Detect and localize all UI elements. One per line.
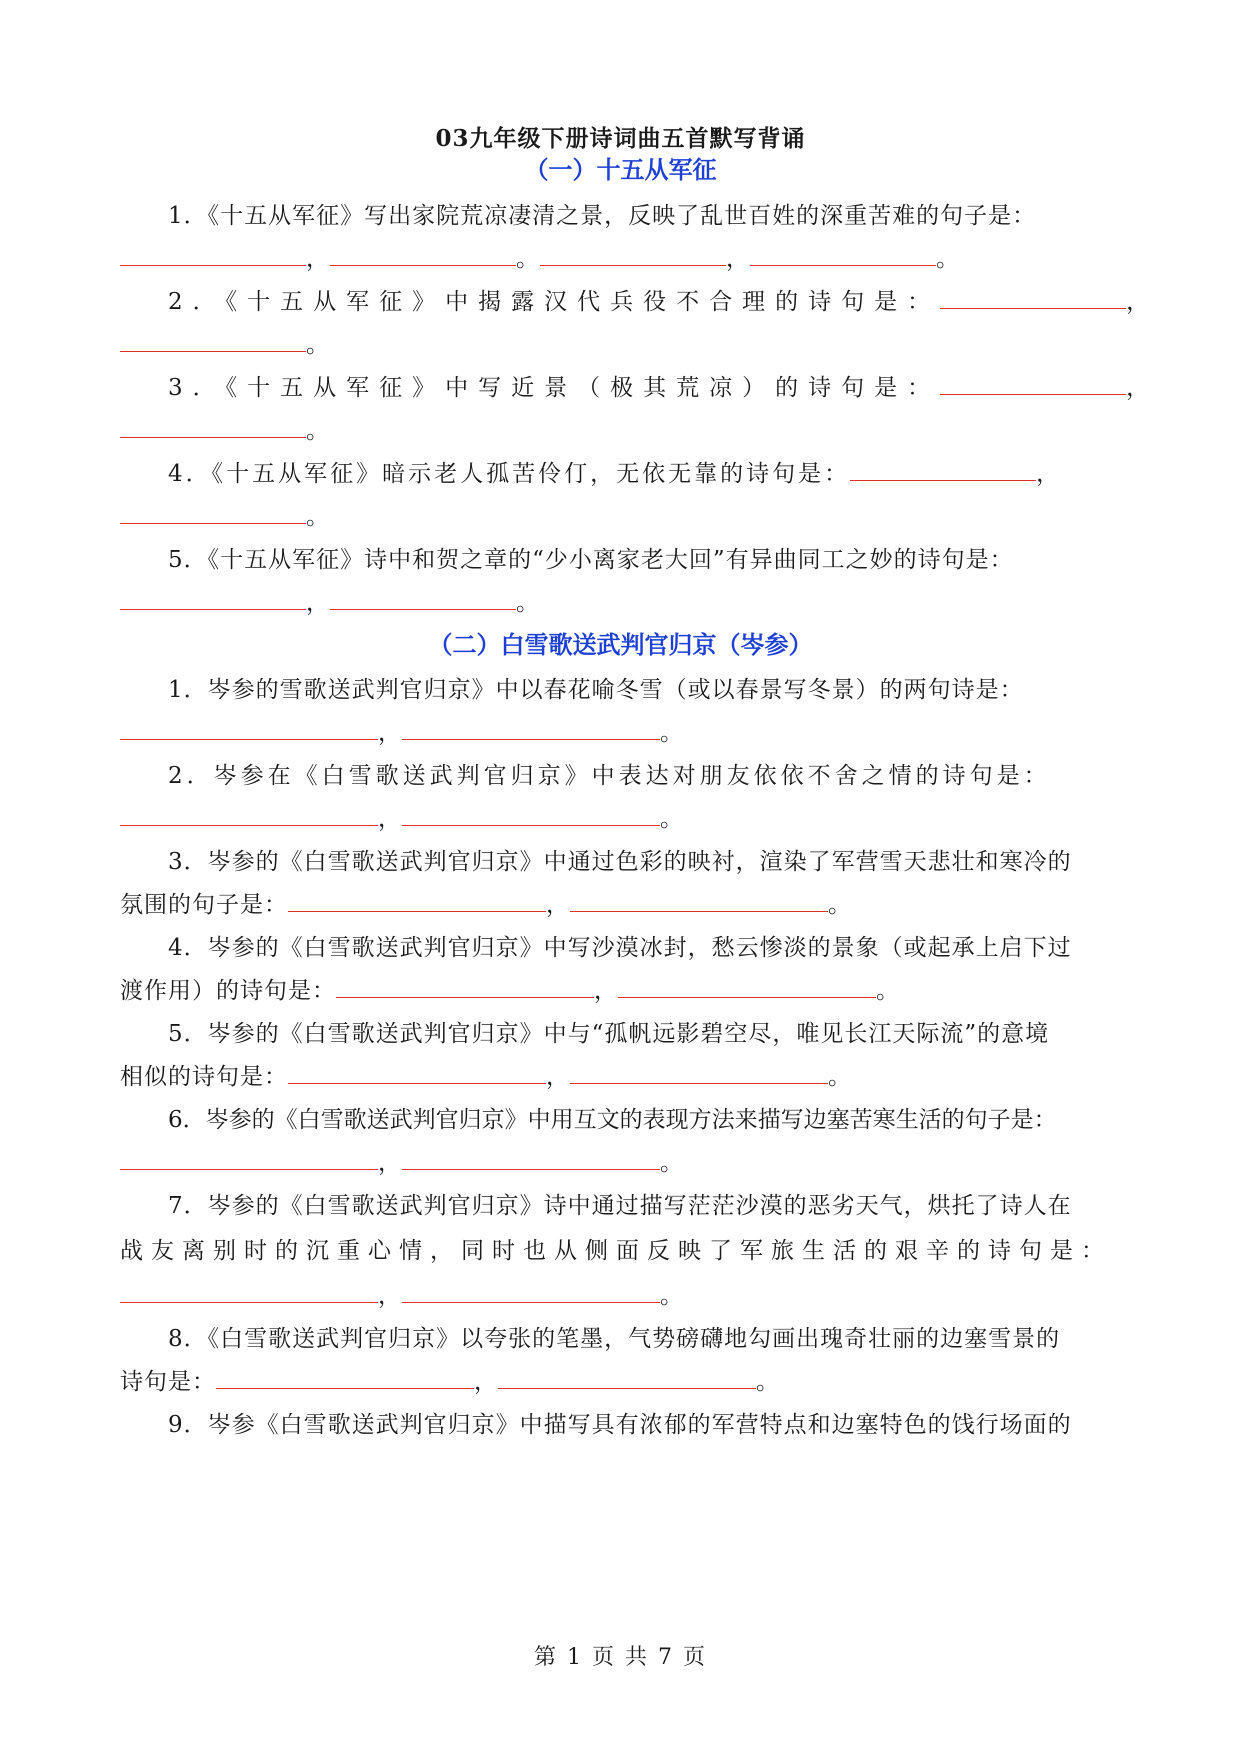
section-heading-1: （一）十五从军征: [524, 155, 717, 184]
answer-blank[interactable]: [120, 331, 306, 352]
question-text: 4．《十五从军征》暗示老人孤苦伶仃，无依无靠的诗句是： ，: [168, 461, 1063, 487]
question-text: 诗句是： ， 。: [120, 1369, 780, 1395]
answer-blank[interactable]: [288, 891, 546, 912]
question-text: 5．岑参的《白雪歌送武判官归京》中与“孤帆远影碧空尽，唯见长江天际流”的意境: [168, 1021, 1050, 1047]
question-text: 1．《十五从军征》写出家院荒凉凄清之景，反映了乱世百姓的深重苦难的句子是：: [168, 203, 1037, 229]
question-text: 渡作用）的诗句是： ， 。: [120, 978, 900, 1004]
answer-blank[interactable]: [330, 589, 516, 610]
answer-blank[interactable]: [336, 977, 594, 998]
page-title: 03九年级下册诗词曲五首默写背诵: [435, 125, 806, 152]
answer-blank[interactable]: [570, 1063, 828, 1084]
answer-blank[interactable]: [330, 245, 516, 266]
answer-line: ， 。: [120, 1277, 1130, 1310]
answer-blank[interactable]: [120, 417, 306, 438]
question-text: 2．《十五从军征》中揭露汉代兵役不合理的诗句是： ，: [168, 289, 1160, 315]
answer-line: ， 。: [120, 714, 1130, 747]
answer-blank[interactable]: [216, 1368, 474, 1389]
answer-blank[interactable]: [120, 805, 378, 826]
question-text: 7．岑参的《白雪歌送武判官归京》诗中通过描写茫茫沙漠的恶劣天气，烘托了诗人在: [168, 1193, 1072, 1219]
answer-blank[interactable]: [120, 503, 306, 524]
answer-line: 。: [120, 498, 1130, 531]
question-text: 相似的诗句是： ， 。: [120, 1064, 852, 1090]
answer-blank[interactable]: [940, 374, 1126, 395]
answer-blank[interactable]: [120, 589, 306, 610]
question-text: 4．岑参的《白雪歌送武判官归京》中写沙漠冰封，愁云惨淡的景象（或起承上启下过: [168, 935, 1072, 961]
answer-line: ， 。: [120, 584, 1130, 617]
answer-blank[interactable]: [120, 1282, 378, 1303]
answer-line: 。: [120, 326, 1130, 359]
answer-blank[interactable]: [850, 460, 1036, 481]
answer-blank[interactable]: [402, 1149, 660, 1170]
page-footer: 第 1 页 共 7 页: [534, 1645, 707, 1670]
answer-blank[interactable]: [750, 245, 936, 266]
question-text: 5．《十五从军征》诗中和贺之章的“少小离家老大回”有异曲同工之妙的诗句是：: [168, 547, 1014, 573]
answer-blank[interactable]: [120, 1149, 378, 1170]
answer-blank[interactable]: [940, 288, 1126, 309]
answer-blank[interactable]: [402, 805, 660, 826]
question-text: 战友离别时的沉重心情，同时也从侧面反映了军旅生活的艰辛的诗句是：: [120, 1238, 1112, 1264]
question-text: 6．岑参的《白雪歌送武判官归京》中用互文的表现方法来描写边塞苦寒生活的句子是：: [168, 1107, 1057, 1133]
answer-blank[interactable]: [540, 245, 726, 266]
answer-line: ， 。 ， 。: [120, 240, 1130, 273]
answer-blank[interactable]: [618, 977, 876, 998]
question-text: 1．岑参的雪歌送武判官归京》中以春花喻冬雪（或以春景写冬景）的两句诗是：: [168, 677, 1024, 703]
answer-blank[interactable]: [498, 1368, 756, 1389]
answer-blank[interactable]: [288, 1063, 546, 1084]
section-heading-2: （二）白雪歌送武判官归京（岑参）: [428, 630, 813, 659]
answer-blank[interactable]: [402, 719, 660, 740]
answer-blank[interactable]: [120, 719, 378, 740]
question-text: 3．岑参的《白雪歌送武判官归京》中通过色彩的映衬，渲染了军营雪天悲壮和寒冷的: [168, 849, 1072, 875]
answer-blank[interactable]: [120, 245, 306, 266]
question-text: 9．岑参《白雪歌送武判官归京》中描写具有浓郁的军营特点和边塞特色的饯行场面的: [168, 1412, 1072, 1438]
question-text: 3．《十五从军征》中写近景（极其荒凉）的诗句是： ，: [168, 375, 1160, 401]
answer-line: 。: [120, 412, 1130, 445]
question-text: 8．《白雪歌送武判官归京》以夸张的笔墨，气势磅礴地勾画出瑰奇壮丽的边塞雪景的: [168, 1326, 1061, 1352]
answer-blank[interactable]: [570, 891, 828, 912]
answer-line: ， 。: [120, 1144, 1130, 1177]
question-text: 2．岑参在《白雪歌送武判官归京》中表达对朋友依依不舍之情的诗句是：: [168, 763, 1051, 789]
answer-line: ， 。: [120, 800, 1130, 833]
question-text: 氛围的句子是： ， 。: [120, 892, 852, 918]
answer-blank[interactable]: [402, 1282, 660, 1303]
